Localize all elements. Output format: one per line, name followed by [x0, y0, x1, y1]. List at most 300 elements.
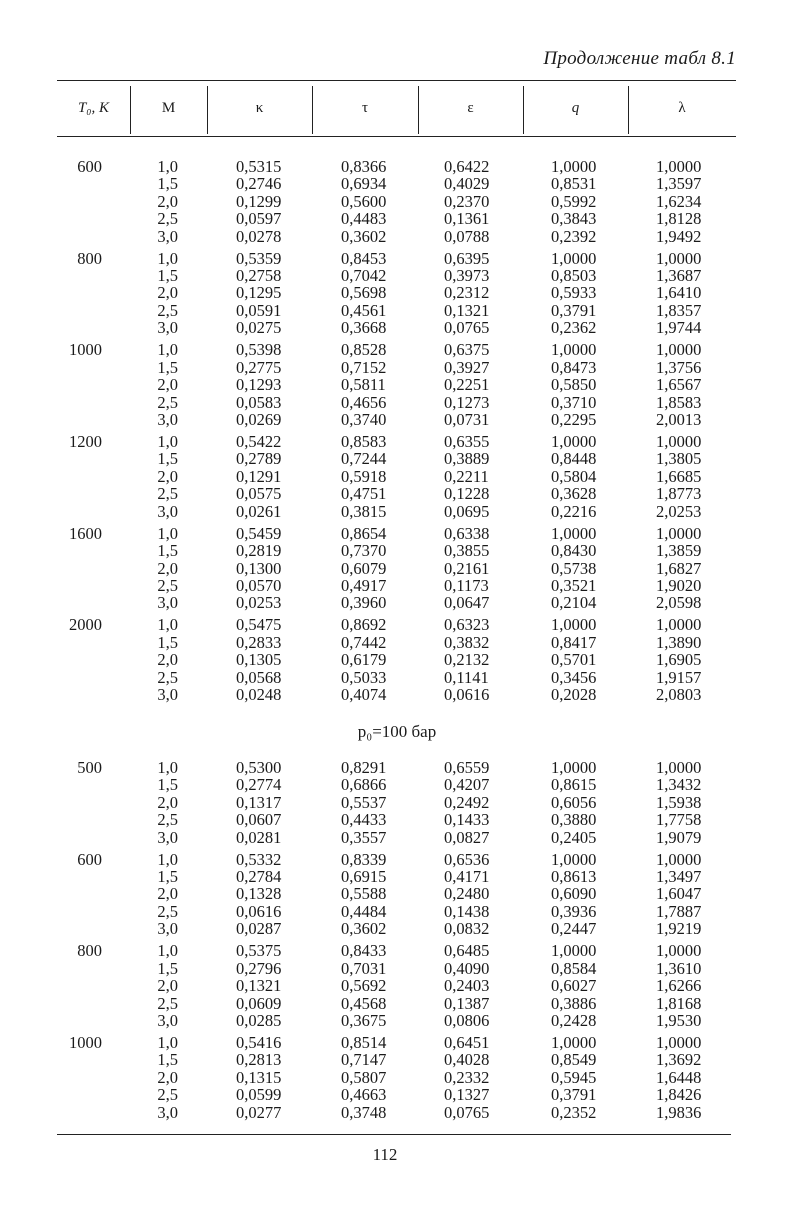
cell-tau: 0,8528 [341, 340, 387, 360]
cell-kappa: 0,2746 [236, 174, 282, 194]
header-lambda: λ [678, 100, 686, 116]
cell-lambda: 1,7758 [656, 810, 702, 830]
cell-kappa: 0,0278 [236, 226, 282, 246]
cell-kappa: 0,2833 [236, 632, 282, 652]
cell-kappa: 0,0570 [236, 575, 282, 595]
cell-t0: 1200 [69, 432, 102, 452]
cell-q: 0,6027 [551, 976, 597, 996]
cell-tau: 0,6866 [341, 775, 387, 795]
cell-q: 0,5945 [551, 1067, 597, 1087]
cell-m: 1,5 [157, 775, 178, 795]
cell-tau: 0,4484 [341, 901, 387, 921]
cell-q: 0,8549 [551, 1050, 597, 1070]
cell-epsilon: 0,6536 [444, 849, 490, 869]
cell-epsilon: 0,2211 [444, 466, 489, 486]
cell-tau: 0,6179 [341, 650, 387, 670]
cell-q: 0,8531 [551, 174, 597, 194]
cell-epsilon: 0,2332 [444, 1067, 490, 1087]
cell-lambda: 1,8357 [656, 300, 702, 320]
cell-kappa: 0,1305 [236, 650, 282, 670]
cell-lambda: 1,6905 [656, 650, 702, 670]
cell-m: 3,0 [157, 226, 178, 246]
cell-q: 0,3456 [551, 667, 597, 687]
cell-q: 0,2392 [551, 226, 597, 246]
cell-kappa: 0,0253 [236, 593, 282, 613]
cell-kappa: 0,1295 [236, 283, 282, 303]
cell-epsilon: 0,0806 [444, 1010, 490, 1030]
cell-m: 3,0 [157, 501, 178, 521]
cell-epsilon: 0,2480 [444, 884, 490, 904]
cell-epsilon: 0,4171 [444, 867, 490, 887]
cell-tau: 0,3668 [341, 318, 387, 338]
cell-kappa: 0,1299 [236, 191, 282, 211]
cell-lambda: 1,6234 [656, 191, 702, 211]
cell-q: 0,2447 [551, 919, 597, 939]
cell-kappa: 0,1317 [236, 792, 282, 812]
cell-epsilon: 0,6395 [444, 248, 490, 268]
cell-tau: 0,6079 [341, 558, 387, 578]
cell-lambda: 2,0803 [656, 685, 702, 705]
cell-kappa: 0,2796 [236, 958, 282, 978]
cell-m: 3,0 [157, 409, 178, 429]
cell-tau: 0,5537 [341, 792, 387, 812]
temperature-group [0, 433, 794, 525]
cell-kappa: 0,5332 [236, 849, 282, 869]
temperature-group [0, 1034, 794, 1126]
cell-kappa: 0,5315 [236, 157, 282, 176]
cell-tau: 0,3740 [341, 409, 387, 429]
cell-lambda: 1,9492 [656, 226, 702, 246]
cell-q: 0,3521 [551, 575, 597, 595]
cell-kappa: 0,1291 [236, 466, 282, 486]
cell-q: 0,6056 [551, 792, 597, 812]
cell-q: 0,5992 [551, 191, 597, 211]
cell-q: 0,5701 [551, 650, 597, 670]
cell-kappa: 0,1321 [236, 976, 282, 996]
cell-q: 1,0000 [551, 523, 597, 543]
cell-t0: 800 [77, 941, 102, 961]
page-number: 112 [372, 1145, 398, 1164]
cell-tau: 0,7442 [341, 632, 387, 652]
cell-epsilon: 0,2403 [444, 976, 490, 996]
cell-tau: 0,5918 [341, 466, 387, 486]
cell-lambda: 1,0000 [656, 248, 702, 268]
cell-epsilon: 0,0731 [444, 409, 490, 429]
cell-q: 0,2295 [551, 409, 597, 429]
temperature-group [0, 942, 794, 1034]
cell-m: 2,5 [157, 392, 178, 412]
cell-q: 0,2028 [551, 685, 597, 705]
cell-t0: 600 [77, 849, 102, 869]
cell-lambda: 1,8168 [656, 993, 702, 1013]
cell-kappa: 0,0568 [236, 667, 282, 687]
table-bottom-rule [57, 1134, 731, 1135]
cell-tau: 0,3602 [341, 226, 387, 246]
cell-m: 2,0 [157, 375, 178, 395]
cell-kappa: 0,0597 [236, 209, 282, 229]
cell-lambda: 1,3497 [656, 867, 702, 887]
cell-tau: 0,6915 [341, 867, 387, 887]
cell-kappa: 0,5359 [236, 248, 282, 268]
cell-kappa: 0,0609 [236, 993, 282, 1013]
cell-tau: 0,5698 [341, 283, 387, 303]
cell-lambda: 1,6047 [656, 884, 702, 904]
cell-lambda: 1,3890 [656, 632, 702, 652]
cell-lambda: 1,6685 [656, 466, 702, 486]
cell-tau: 0,3960 [341, 593, 387, 613]
cell-m: 3,0 [157, 827, 178, 847]
cell-m: 1,5 [157, 958, 178, 978]
table-top-rule [57, 80, 736, 81]
cell-t0: 1000 [69, 340, 102, 360]
cell-q: 0,8473 [551, 357, 597, 377]
cell-q: 1,0000 [551, 157, 597, 176]
header-kappa: κ [255, 100, 264, 116]
cell-lambda: 1,3687 [656, 266, 702, 286]
cell-m: 1,5 [157, 357, 178, 377]
cell-lambda: 1,3692 [656, 1050, 702, 1070]
cell-lambda: 1,3432 [656, 775, 702, 795]
temperature-group [0, 158, 794, 250]
cell-lambda: 2,0253 [656, 501, 702, 521]
cell-m: 2,5 [157, 667, 178, 687]
cell-tau: 0,4917 [341, 575, 387, 595]
cell-lambda: 1,0000 [656, 157, 702, 176]
cell-lambda: 1,7887 [656, 901, 702, 921]
cell-q: 0,6090 [551, 884, 597, 904]
cell-tau: 0,5600 [341, 191, 387, 211]
cell-epsilon: 0,0827 [444, 827, 490, 847]
cell-kappa: 0,0607 [236, 810, 282, 830]
cell-epsilon: 0,6355 [444, 432, 490, 452]
cell-epsilon: 0,3889 [444, 449, 490, 469]
cell-kappa: 0,0599 [236, 1085, 282, 1105]
cell-q: 0,2405 [551, 827, 597, 847]
cell-lambda: 1,9079 [656, 827, 702, 847]
cell-m: 1,5 [157, 266, 178, 286]
cell-q: 0,5804 [551, 466, 597, 486]
cell-epsilon: 0,1228 [444, 484, 490, 504]
cell-lambda: 2,0598 [656, 593, 702, 613]
cell-epsilon: 0,0765 [444, 1102, 490, 1122]
cell-lambda: 1,0000 [656, 523, 702, 543]
cell-lambda: 1,0000 [656, 340, 702, 360]
cell-kappa: 0,0583 [236, 392, 282, 412]
cell-q: 0,2104 [551, 593, 597, 613]
cell-q: 0,3886 [551, 993, 597, 1013]
cell-q: 0,3791 [551, 300, 597, 320]
cell-kappa: 0,5375 [236, 941, 282, 961]
cell-q: 0,3791 [551, 1085, 597, 1105]
cell-kappa: 0,0269 [236, 409, 282, 429]
cell-q: 1,0000 [551, 248, 597, 268]
cell-epsilon: 0,1273 [444, 392, 490, 412]
cell-q: 0,5850 [551, 375, 597, 395]
cell-q: 0,3880 [551, 810, 597, 830]
cell-lambda: 1,9744 [656, 318, 702, 338]
cell-tau: 0,3675 [341, 1010, 387, 1030]
cell-tau: 0,4656 [341, 392, 387, 412]
cell-tau: 0,7244 [341, 449, 387, 469]
cell-kappa: 0,1300 [236, 558, 282, 578]
temperature-group [0, 525, 794, 617]
cell-m: 1,5 [157, 541, 178, 561]
cell-tau: 0,4751 [341, 484, 387, 504]
cell-q: 0,5738 [551, 558, 597, 578]
cell-kappa: 0,0277 [236, 1102, 282, 1122]
cell-epsilon: 0,4029 [444, 174, 490, 194]
cell-lambda: 1,8773 [656, 484, 702, 504]
cell-lambda: 1,0000 [656, 941, 702, 961]
cell-epsilon: 0,0832 [444, 919, 490, 939]
cell-m: 2,0 [157, 466, 178, 486]
cell-m: 2,5 [157, 810, 178, 830]
cell-m: 2,0 [157, 650, 178, 670]
temperature-group [0, 341, 794, 433]
cell-kappa: 0,1328 [236, 884, 282, 904]
cell-m: 3,0 [157, 1102, 178, 1122]
cell-m: 3,0 [157, 318, 178, 338]
cell-m: 1,5 [157, 449, 178, 469]
cell-t0: 800 [77, 248, 102, 268]
cell-epsilon: 0,0647 [444, 593, 490, 613]
cell-kappa: 0,2789 [236, 449, 282, 469]
cell-q: 0,3628 [551, 484, 597, 504]
cell-m: 2,5 [157, 901, 178, 921]
cell-epsilon: 0,1433 [444, 810, 490, 830]
cell-epsilon: 0,3855 [444, 541, 490, 561]
header-m: M [161, 100, 176, 116]
cell-lambda: 1,6827 [656, 558, 702, 578]
cell-q: 1,0000 [551, 1033, 597, 1053]
cell-tau: 0,7152 [341, 357, 387, 377]
cell-tau: 0,3815 [341, 501, 387, 521]
cell-epsilon: 0,2312 [444, 283, 490, 303]
cell-t0: 1600 [69, 523, 102, 543]
cell-m: 1,5 [157, 867, 178, 887]
cell-kappa: 0,0575 [236, 484, 282, 504]
cell-epsilon: 0,0765 [444, 318, 490, 338]
cell-lambda: 1,6410 [656, 283, 702, 303]
cell-lambda: 1,6448 [656, 1067, 702, 1087]
cell-epsilon: 0,2132 [444, 650, 490, 670]
cell-q: 1,0000 [551, 340, 597, 360]
cell-lambda: 1,9836 [656, 1102, 702, 1122]
cell-epsilon: 0,6485 [444, 941, 490, 961]
cell-kappa: 0,2819 [236, 541, 282, 561]
cell-tau: 0,4433 [341, 810, 387, 830]
header-t0: T₀, K [77, 100, 110, 116]
temperature-group [0, 759, 794, 851]
cell-epsilon: 0,0616 [444, 685, 490, 705]
cell-epsilon: 0,2251 [444, 375, 490, 395]
cell-epsilon: 0,6375 [444, 340, 490, 360]
cell-tau: 0,8514 [341, 1033, 387, 1053]
header-tau: τ [361, 100, 369, 116]
cell-epsilon: 0,1321 [444, 300, 490, 320]
cell-m: 3,0 [157, 685, 178, 705]
cell-epsilon: 0,6451 [444, 1033, 490, 1053]
cell-epsilon: 0,0695 [444, 501, 490, 521]
cell-lambda: 1,9219 [656, 919, 702, 939]
cell-kappa: 0,0285 [236, 1010, 282, 1030]
cell-lambda: 1,3805 [656, 449, 702, 469]
header-epsilon: ε [467, 100, 474, 116]
cell-lambda: 1,0000 [656, 849, 702, 869]
cell-lambda: 1,3859 [656, 541, 702, 561]
cell-lambda: 1,9530 [656, 1010, 702, 1030]
cell-lambda: 1,3610 [656, 958, 702, 978]
cell-kappa: 0,5422 [236, 432, 282, 452]
cell-kappa: 0,0275 [236, 318, 282, 338]
cell-lambda: 1,0000 [656, 615, 702, 635]
cell-lambda: 1,8583 [656, 392, 702, 412]
cell-kappa: 0,5416 [236, 1033, 282, 1053]
cell-kappa: 0,2813 [236, 1050, 282, 1070]
cell-tau: 0,8453 [341, 248, 387, 268]
cell-m: 1,0 [157, 523, 178, 543]
cell-q: 0,3843 [551, 209, 597, 229]
cell-kappa: 0,0287 [236, 919, 282, 939]
temperature-group [0, 250, 794, 342]
cell-m: 1,0 [157, 248, 178, 268]
cell-epsilon: 0,1387 [444, 993, 490, 1013]
cell-m: 1,0 [157, 340, 178, 360]
cell-epsilon: 0,2161 [444, 558, 490, 578]
cell-lambda: 1,9020 [656, 575, 702, 595]
table-section-2 [0, 759, 794, 1126]
cell-q: 0,8417 [551, 632, 597, 652]
cell-m: 2,5 [157, 1085, 178, 1105]
cell-m: 3,0 [157, 593, 178, 613]
cell-kappa: 0,0281 [236, 827, 282, 847]
cell-m: 2,5 [157, 209, 178, 229]
cell-q: 0,8503 [551, 266, 597, 286]
cell-m: 2,5 [157, 300, 178, 320]
cell-m: 2,0 [157, 792, 178, 812]
cell-m: 1,5 [157, 1050, 178, 1070]
cell-epsilon: 0,3927 [444, 357, 490, 377]
cell-epsilon: 0,6422 [444, 157, 490, 176]
cell-epsilon: 0,3832 [444, 632, 490, 652]
cell-q: 0,2428 [551, 1010, 597, 1030]
table-section-1 [0, 158, 794, 708]
cell-tau: 0,4483 [341, 209, 387, 229]
cell-tau: 0,8654 [341, 523, 387, 543]
cell-epsilon: 0,6338 [444, 523, 490, 543]
cell-kappa: 0,0248 [236, 685, 282, 705]
cell-q: 0,2352 [551, 1102, 597, 1122]
cell-t0: 600 [77, 157, 102, 176]
cell-tau: 0,4561 [341, 300, 387, 320]
cell-epsilon: 0,4207 [444, 775, 490, 795]
cell-q: 0,5933 [551, 283, 597, 303]
cell-m: 2,0 [157, 1067, 178, 1087]
cell-tau: 0,3557 [341, 827, 387, 847]
cell-kappa: 0,1293 [236, 375, 282, 395]
cell-tau: 0,4663 [341, 1085, 387, 1105]
cell-tau: 0,7042 [341, 266, 387, 286]
cell-epsilon: 0,1173 [444, 575, 489, 595]
cell-t0: 500 [77, 758, 102, 777]
cell-m: 2,5 [157, 575, 178, 595]
cell-m: 1,0 [157, 941, 178, 961]
cell-tau: 0,8692 [341, 615, 387, 635]
cell-m: 2,0 [157, 884, 178, 904]
header-q: q [571, 100, 580, 116]
cell-tau: 0,8433 [341, 941, 387, 961]
cell-lambda: 1,3756 [656, 357, 702, 377]
cell-kappa: 0,5475 [236, 615, 282, 635]
cell-tau: 0,5811 [341, 375, 386, 395]
cell-m: 1,0 [157, 758, 178, 777]
cell-q: 0,3710 [551, 392, 597, 412]
cell-lambda: 1,0000 [656, 1033, 702, 1053]
cell-tau: 0,5807 [341, 1067, 387, 1087]
cell-m: 1,0 [157, 157, 178, 176]
cell-epsilon: 0,1141 [444, 667, 489, 687]
cell-tau: 0,8291 [341, 758, 387, 777]
cell-m: 2,0 [157, 558, 178, 578]
cell-m: 3,0 [157, 1010, 178, 1030]
cell-t0: 2000 [69, 615, 102, 635]
cell-q: 0,8615 [551, 775, 597, 795]
cell-epsilon: 0,4090 [444, 958, 490, 978]
cell-lambda: 1,0000 [656, 758, 702, 777]
cell-epsilon: 0,0788 [444, 226, 490, 246]
temperature-group [0, 851, 794, 943]
cell-kappa: 0,0616 [236, 901, 282, 921]
cell-epsilon: 0,1438 [444, 901, 490, 921]
cell-lambda: 1,8128 [656, 209, 702, 229]
cell-epsilon: 0,1327 [444, 1085, 490, 1105]
cell-lambda: 1,3597 [656, 174, 702, 194]
table-continuation-caption: Продолжение табл 8.1 [543, 48, 736, 69]
cell-q: 1,0000 [551, 432, 597, 452]
cell-q: 0,8584 [551, 958, 597, 978]
cell-m: 1,5 [157, 174, 178, 194]
cell-tau: 0,5588 [341, 884, 387, 904]
cell-lambda: 1,9157 [656, 667, 702, 687]
cell-epsilon: 0,2370 [444, 191, 490, 211]
cell-lambda: 1,6266 [656, 976, 702, 996]
cell-epsilon: 0,6559 [444, 758, 490, 777]
cell-epsilon: 0,6323 [444, 615, 490, 635]
cell-epsilon: 0,2492 [444, 792, 490, 812]
cell-q: 1,0000 [551, 941, 597, 961]
cell-tau: 0,8339 [341, 849, 387, 869]
cell-kappa: 0,5398 [236, 340, 282, 360]
cell-kappa: 0,5459 [236, 523, 282, 543]
cell-tau: 0,6934 [341, 174, 387, 194]
cell-lambda: 1,5938 [656, 792, 702, 812]
cell-m: 2,0 [157, 191, 178, 211]
cell-q: 0,8430 [551, 541, 597, 561]
cell-epsilon: 0,1361 [444, 209, 490, 229]
cell-tau: 0,5033 [341, 667, 387, 687]
cell-m: 3,0 [157, 919, 178, 939]
cell-lambda: 1,0000 [656, 432, 702, 452]
cell-kappa: 0,5300 [236, 758, 282, 777]
table-header-rule [57, 136, 736, 137]
cell-tau: 0,7031 [341, 958, 387, 978]
cell-q: 0,8448 [551, 449, 597, 469]
cell-m: 1,5 [157, 632, 178, 652]
cell-q: 0,3936 [551, 901, 597, 921]
cell-tau: 0,3748 [341, 1102, 387, 1122]
temperature-group [0, 616, 794, 708]
cell-q: 1,0000 [551, 758, 597, 777]
